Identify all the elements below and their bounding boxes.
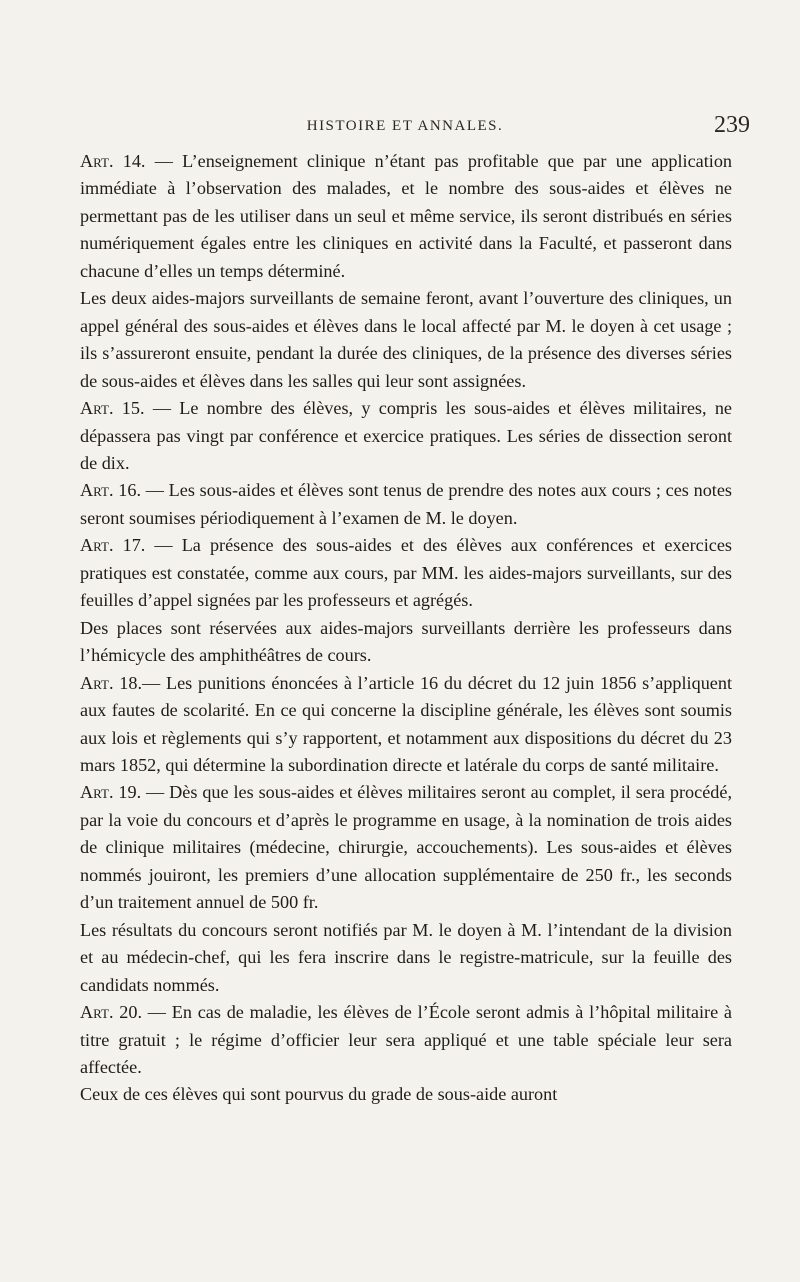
paragraph-text: — L’enseignement clinique n’étant pas profitable que par une application immédiate à l’observation des malades, et le nombre des sous-aides et élèves ne permettant pas de les utiliser dans un seul et même service, ils seront distribués en séries numériquement égales entre les cliniques en activité dans la Faculté, et passeront dans chacune d’elles un temps déterminé. — [80, 151, 733, 281]
paragraph-text: — Les sous-aides et élèves sont tenus de prendre des notes aux cours ; ces notes seront soumises périodiquement à l’examen de M. le doyen. — [80, 480, 733, 528]
paragraph-text: — Dès que les sous-aides et élèves militaires seront au complet, il sera procédé, par la voie du concours et d’après le programme en usage, à la nomination de trois aides de clinique militaires (médecine, chirurgie, accouchements). Les sous-aides et élèves nommés jouiront, les premiers d’une allocation supplémentaire de 250 fr., les seconds d’un traitement annuel de 500 fr. — [80, 782, 732, 913]
page-number: 239 — [714, 112, 750, 138]
article-label: Art. 16. — [80, 480, 141, 501]
paragraph-aides-majors — [80, 285, 732, 395]
paragraph-text: — Les punitions énoncées à l’article 16 du décret du 12 juin 1856 s’appliquent aux fautes de scolarité. En ce qui concerne la discipline générale, les élèves sont soumis aux lois et règlements qui s’y rapportent, et notamment aux dispositions du décret du 23 mars 1852, qui détermine la subordination directe et latérale du corps de santé militaire. — [80, 672, 733, 775]
paragraph-text: Ceux de ces élèves qui sont pourvus du grade de sous-aide auront — [80, 1084, 558, 1105]
paragraph-art-16 — [80, 477, 732, 532]
paragraph-art-18 — [80, 670, 732, 780]
running-head — [80, 112, 750, 142]
paragraph-art-20 — [80, 999, 732, 1081]
paragraph-text: — En cas de maladie, les élèves de l’École seront admis à l’hôpital militaire à titre gratuit ; le régime d’officier leur sera appliqué et une table spéciale leur sera affectée. — [80, 1002, 732, 1077]
article-label: Art. 19. — [80, 782, 142, 803]
article-label: Art. 20. — [80, 1002, 143, 1023]
paragraph-art-17 — [80, 532, 732, 614]
paragraph-text: Les deux aides-majors surveillants de semaine feront, avant l’ouverture des cliniques, un appel général des sous-aides et élèves dans le local affecté par M. le doyen à cet usage ; ils s’assureront ensuite, pendant la durée des cliniques, de la présence des diverses séries de sous-aides et élèves dans les salles qui leur sont assignées. — [80, 288, 732, 391]
paragraph-art-15 — [80, 395, 732, 477]
paragraph-places-reservees — [80, 615, 732, 670]
body-text — [80, 148, 732, 1109]
paragraph-art-19 — [80, 779, 732, 916]
paragraph-ceux-de-ces-eleves — [80, 1081, 732, 1108]
article-label: Art. 15. — [80, 398, 145, 419]
article-label: Art. 17. — [80, 535, 146, 556]
paragraph-text: Des places sont réservées aux aides-majors surveillants derrière les professeurs dans l’hémicycle des amphithéâtres de cours. — [80, 617, 732, 666]
article-label: Art. 14. — [80, 151, 146, 171]
article-label: Art. 18. — [80, 672, 143, 693]
paragraph-text: — Le nombre des élèves, y compris les sous-aides et élèves militaires, ne dépassera pas vingt par conférence et exercice pratiques. Les séries de dissection seront de dix. — [80, 398, 732, 473]
paragraph-text: — La présence des sous-aides et des élèves aux conférences et exercices pratiques est constatée, comme aux cours, par MM. les aides-majors surveillants, sur des feuilles d’appel signées par les professeurs et agrégés. — [80, 535, 733, 611]
paragraph-resultats-concours — [80, 917, 732, 999]
running-title: HISTOIRE ET ANNALES. — [306, 118, 504, 134]
paragraph-art-14 — [80, 148, 732, 285]
paragraph-text: Les résultats du concours seront notifiés par M. le doyen à M. l’intendant de la division et au médecin-chef, qui les fera inscrire dans le registre-matricule, sur la feuille des candidats nommés. — [80, 919, 732, 995]
